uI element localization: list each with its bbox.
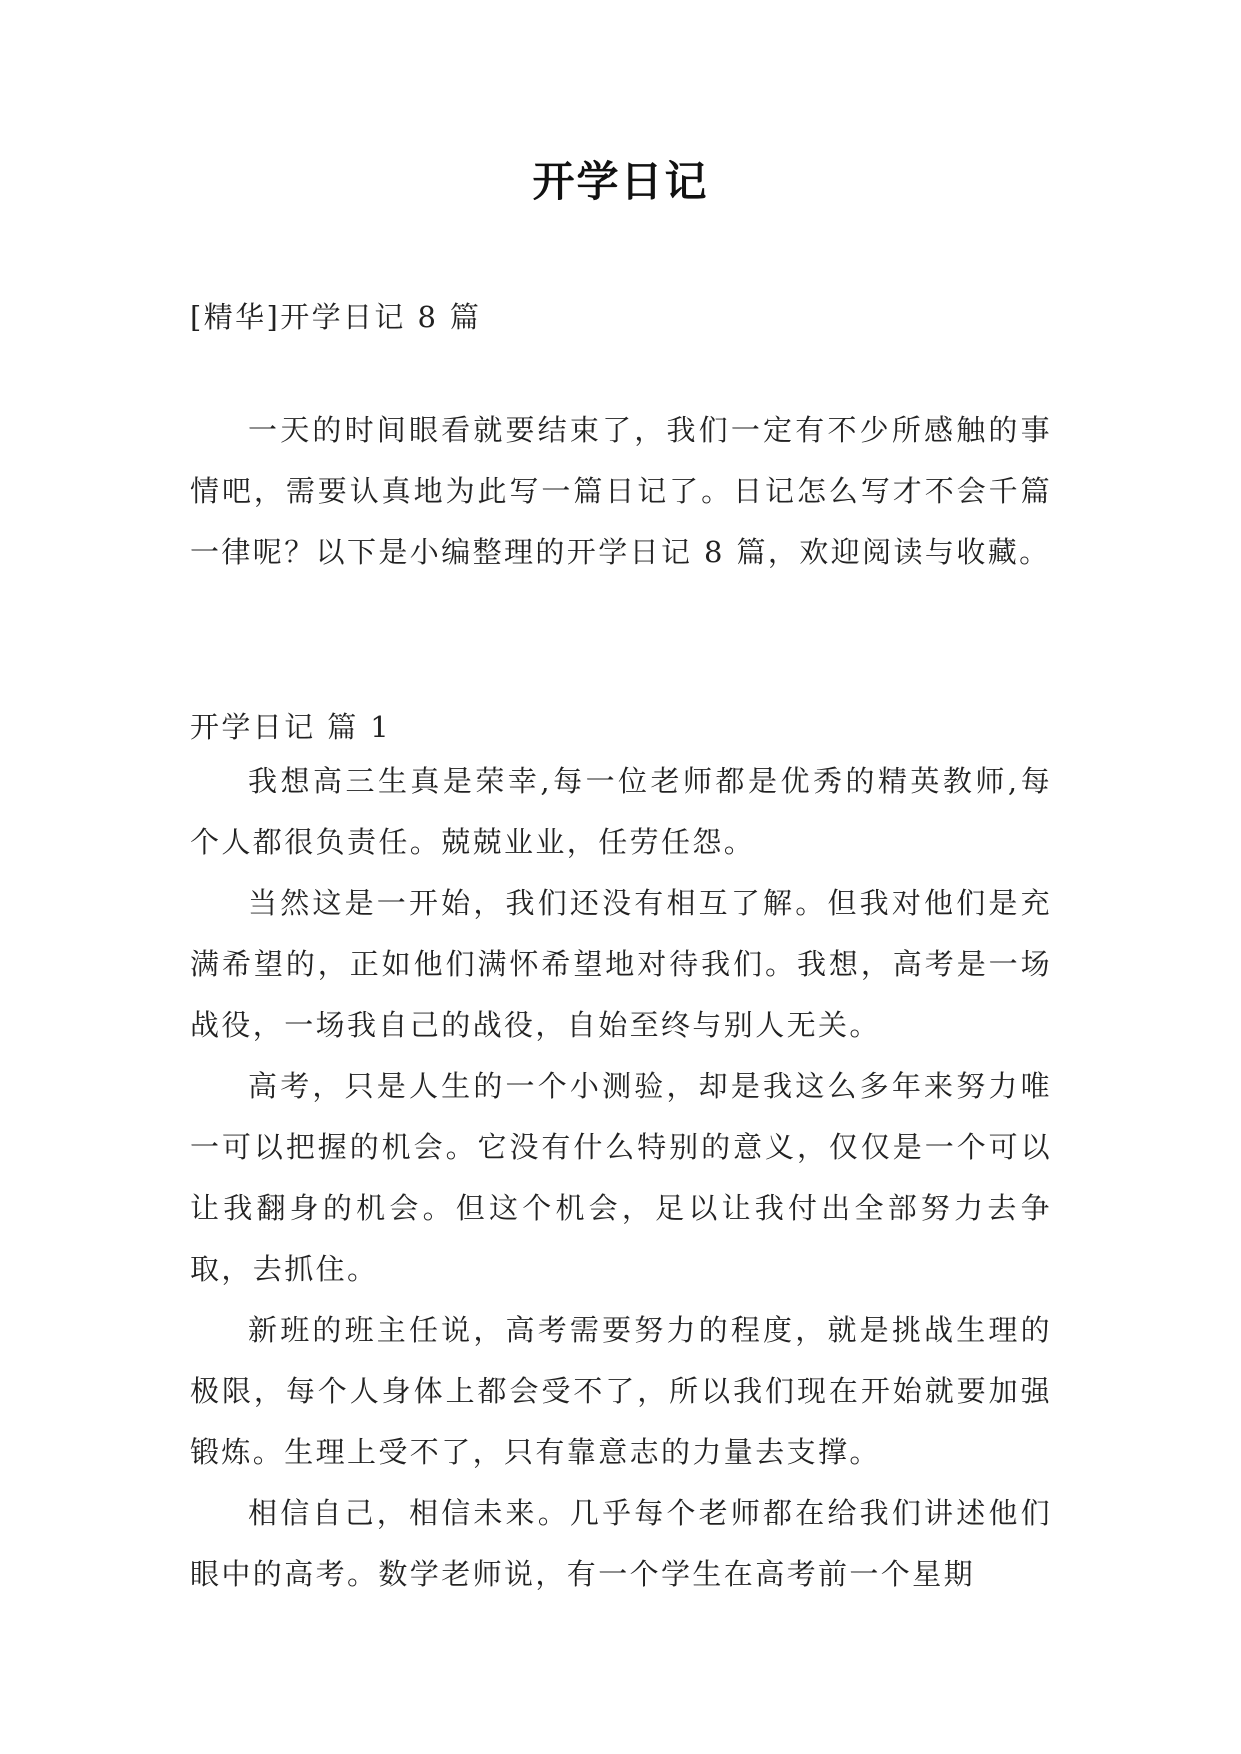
paragraph: 当然这是一开始，我们还没有相互了解。但我对他们是充满希望的，正如他们满怀希望地对待我们。我想，高考是一场战役，一场我自己的战役，自始至终与别人无关。 xyxy=(190,886,1052,1042)
intro-paragraph: 一天的时间眼看就要结束了，我们一定有不少所感触的事情吧，需要认真地为此写一篇日记了。日记怎么写才不会千篇一律呢？以下是小编整理的开学日记 8 篇，欢迎阅读与收藏。 xyxy=(190,413,1052,569)
document-subtitle: [精华]开学日记 8 篇 xyxy=(190,300,482,334)
paragraph: 相信自己，相信未来。几乎每个老师都在给我们讲述他们眼中的高考。数学老师说，有一个学生在高考前一个星期 xyxy=(190,1496,1052,1591)
document-title: 开学日记 xyxy=(532,157,709,206)
paragraph: 我想高三生真是荣幸,每一位老师都是优秀的精英教师,每个人都很负责任。兢兢业业，任劳任怨。 xyxy=(190,764,1052,859)
section-body xyxy=(190,751,1052,1605)
intro-block xyxy=(190,400,1052,583)
paragraph: 高考，只是人生的一个小测验，却是我这么多年来努力唯一可以把握的机会。它没有什么特别的意义，仅仅是一个可以让我翻身的机会。但这个机会，足以让我付出全部努力去争取，去抓住。 xyxy=(190,1069,1052,1286)
paragraph: 新班的班主任说，高考需要努力的程度，就是挑战生理的极限，每个人身体上都会受不了，所以我们现在开始就要加强锻炼。生理上受不了，只有靠意志的力量去支撑。 xyxy=(190,1313,1052,1469)
section-heading: 开学日记 篇 1 xyxy=(190,710,392,744)
